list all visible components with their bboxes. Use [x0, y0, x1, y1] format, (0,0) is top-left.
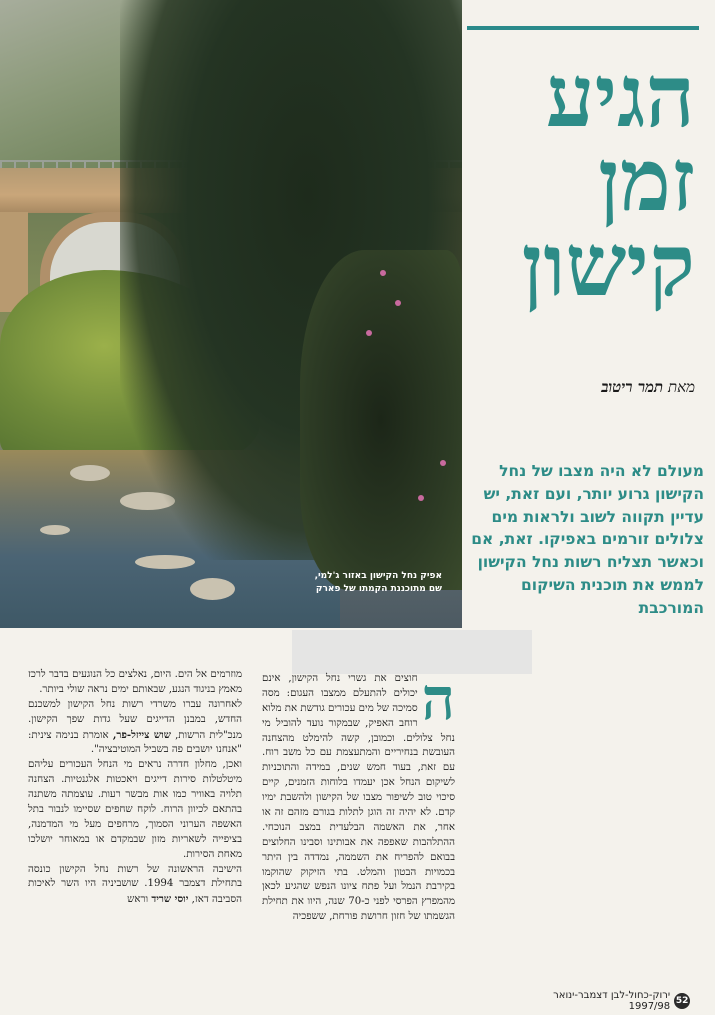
paragraph	[28, 668, 242, 698]
paragraph-text: אומרת בנימה צינית: "אנחנו יושבים פה בשביל המוטיבציה".	[28, 729, 242, 756]
photo-rock	[190, 578, 235, 600]
paragraph-text: וראש	[127, 894, 149, 906]
article-column-right	[262, 665, 455, 925]
photo-flower	[395, 300, 401, 306]
paragraph-text: ואכן, מחלון חדרה נראים מי הנחל העכורים עליהם מיטלטלות סירות דייגים ויאכטות אלגנטיות. הצחנה תלויה באוויר כמו אות מבשר רעות. עוצמתה משתנה בהתאם לכיוון הרוח. לוקח שחפים שסיימו לנבור בתל האשפה הערוני הסמוך, מרחפים מעל מי המדמנה, בציפייה לשאריות מזון שבמקדם או במאוחר יושלכו מאחת הסירות.	[28, 759, 242, 860]
photo-rock	[70, 465, 110, 481]
photo-caption-line: אפיק נחל הקישון באזור ג'למי,	[314, 571, 442, 581]
faint-ad-shadow	[292, 630, 532, 674]
headline-line: זמן	[598, 130, 695, 232]
photo-caption	[242, 570, 442, 595]
issue-label: ירוק-כחול-לבן דצמבר-ינואר 1997/98	[553, 990, 671, 1012]
page-number: 52	[674, 993, 690, 1009]
byline	[470, 378, 695, 397]
header-rule	[467, 26, 699, 30]
article-photo	[0, 0, 462, 628]
page-footer	[510, 990, 690, 1012]
photo-caption-line: שם מתוכננת הקמתו של פארק	[315, 583, 442, 594]
paragraph	[28, 758, 242, 862]
photo-flower	[366, 330, 372, 336]
headline-line: קישון	[521, 214, 695, 316]
paragraph	[28, 698, 242, 759]
paragraph	[28, 863, 242, 909]
column-text: חוצים את גשרי נחל הקישון, אינם יכולים להתעלם ממצבו העגום: מסה סמיכה של מים עכורים גודשת את מלוא רוחב האפיק, שבמקור נועד להוביל מי נחל צלולים. וכמובן, קשה להימלט מהצחנה העובשת בנחיריים והמתעצמת עם כל משב רוח. עם זאת, בעוד חמש שנים, במידה והתוכניות לשיקום הנחל אכן יעמדו בלוחות הזמנים, קיים סיכוי טוב לשיפור מצבו של הקישון ולהשבת ימיו קדם. לא יהיה זה הוגן לתלות בגורם מזהם זה או אחר, את האשמה הבלעדית במצב הנוכחי. ההתלהבות שאפפה את אבותינו וסבינו החלוצים בבואם להפריח את השממה, נמדדה בין היתר בכמויות הבטון והמלט. בתי הזיקוק שהוקמו בקירבת הנמל ועל פתח ציונו הנפש שהגיע לכאן מהמפרץ הפרסי לפני כ-70 שנה, היוו את תחילת הגשמתו של חזון חרושת פורחת, ששפכיה	[262, 673, 455, 923]
person-name: יוסי שריד	[151, 893, 189, 906]
byline-prefix: מאת	[667, 378, 695, 396]
paragraph-text: הישיבה הראשונה של רשות נחל הקישון כונסה בתחילת דצמבר 1994. שושביניה היו השר לאיכות הסביבה דאז,	[28, 863, 242, 906]
byline-author: תמר ריטוב	[601, 378, 664, 396]
dropcap: ה	[421, 665, 455, 733]
photo-bush	[300, 250, 462, 590]
photo-flower	[440, 460, 446, 466]
article-lead: מעולם לא היה מצבו של נחל הקישון גרוע יותר, ועם זאת, יש עדיין תקווה לשוב ולראות מים צלולים זורמים באפיקו. זאת, אם וכאשר תצליח רשות נחל הקישון לממש את תוכנית השיקום המורכבת	[471, 462, 704, 617]
photo-rock	[40, 525, 70, 535]
article-column-left	[28, 668, 242, 908]
article-headline	[470, 46, 695, 316]
paragraph-text: מוזרמים אל הים. היום, נאלצים כל הנוגעים בדבר לרכז מאמץ בניגוד הנגע, שבאותם ימים נראה שולי ביותר.	[28, 669, 242, 695]
paragraph-text: לאחרונה עברו משרדי רשות נחל הקישון למשכנם החדש, במבנן הדייגים שעל גדות שפך הקישון. מנכ"לית הרשות,	[28, 698, 242, 741]
headline-line: הגיע	[545, 46, 695, 147]
photo-flower	[418, 495, 424, 501]
person-name: שוש צייזל-פר,	[112, 728, 171, 741]
photo-flower	[380, 270, 386, 276]
